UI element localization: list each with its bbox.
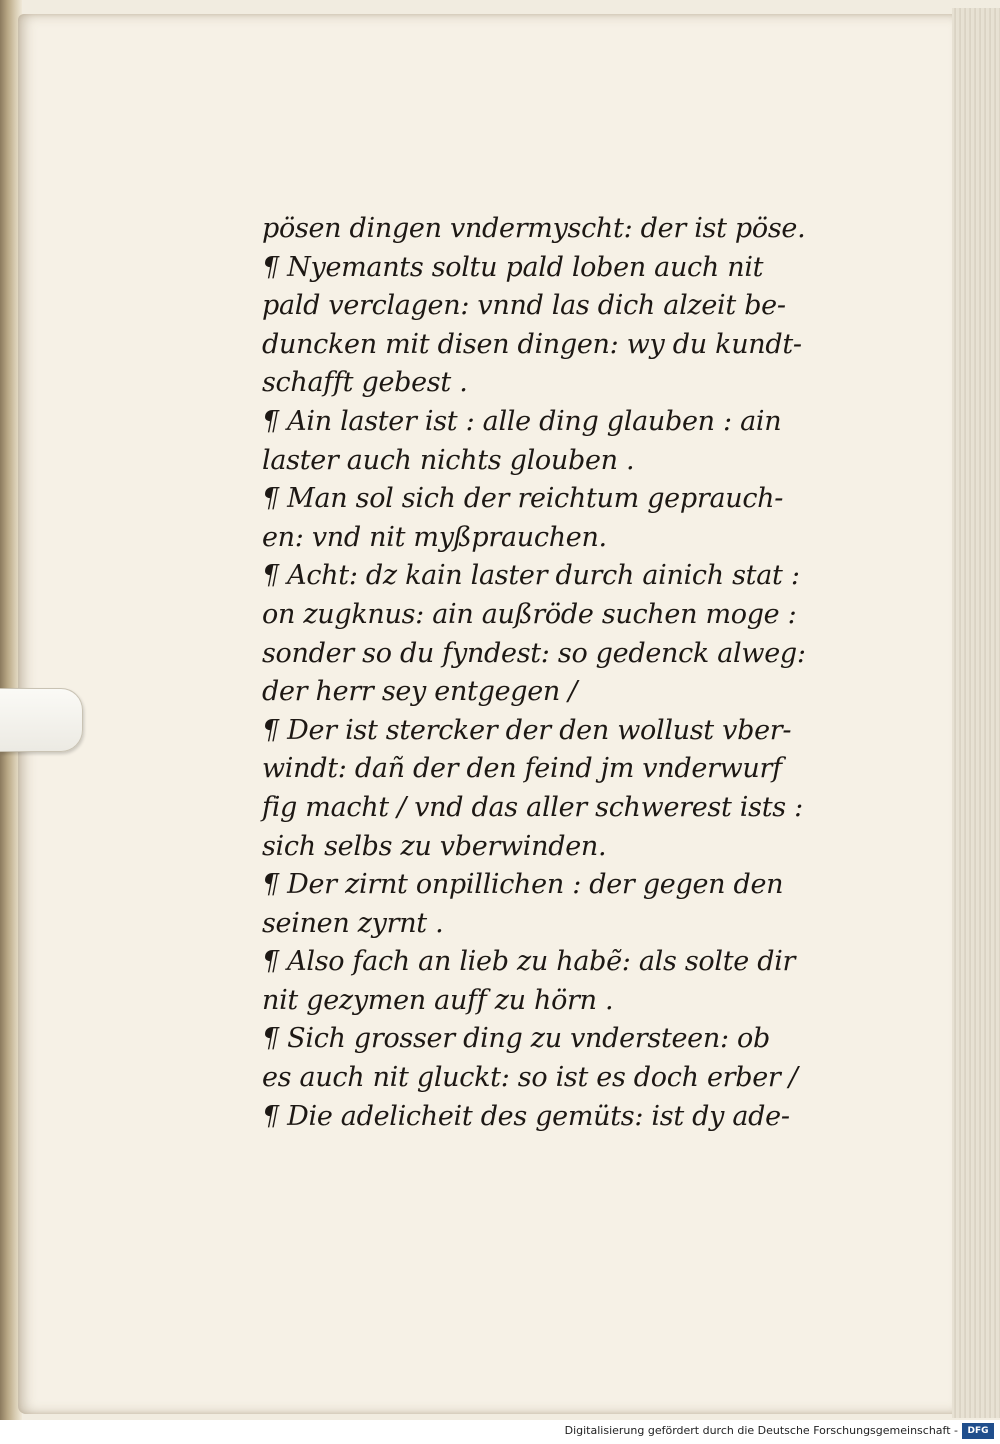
text-line: ¶ Acht: dz kain laster durch ainich stat : — [262, 560, 800, 592]
text-line: ¶ Sich grosser ding zu vndersteen: ob — [262, 1023, 770, 1055]
footer-bar — [0, 1420, 1000, 1444]
text-line: pösen dingen vndermyscht: der ist pöse. — [262, 213, 806, 244]
text-line: ¶ Nyemants soltu pald loben auch nit — [262, 251, 764, 283]
text-line: en: vnd nit myßprauchen. — [262, 521, 607, 553]
text-line: pald verclagen: vnnd las dich alzeit be- — [262, 290, 786, 322]
funding-credit: Digitalisierung gefördert durch die Deutsche Forschungsgemeinschaft - — [564, 1424, 958, 1437]
text-line: ¶ Der ist stercker der den wollust vber- — [262, 714, 792, 746]
text-line: ¶ Der zirnt onpillichen : der gegen den — [262, 869, 784, 901]
text-line: ¶ Ain laster ist : alle ding glauben : ain — [262, 405, 782, 437]
text-line: duncken mit disen dingen: wy du kundt- — [262, 328, 802, 360]
text-line: on zugknus: ain außröde suchen moge : — [262, 598, 797, 630]
text-line: ¶ Die adelicheit des gemüts: ist dy ade- — [262, 1100, 790, 1132]
text-line: laster auch nichts glouben . — [262, 444, 635, 476]
text-line: nit gezymen auff zu hörn . — [262, 984, 614, 1016]
printed-text-block — [262, 210, 822, 1136]
text-line: der herr sey entgegen / — [262, 676, 578, 708]
text-line: sich selbs zu vberwinden. — [262, 830, 607, 862]
text-line: schafft gebest . — [262, 367, 468, 399]
text-line: windt: dañ der den feind jm vnderwurf — [262, 753, 782, 785]
text-line: fig macht / vnd das aller schwerest ists : — [262, 791, 803, 823]
page-stack-edges — [952, 8, 1000, 1418]
text-line: seinen zyrnt . — [262, 907, 444, 939]
text-line: ¶ Man sol sich der reichtum geprauch- — [262, 483, 784, 515]
dfg-logo: DFG — [962, 1423, 994, 1439]
text-line: ¶ Also fach an lieb zu habẽ: als solte dir — [262, 946, 796, 978]
page-clip — [0, 688, 83, 752]
text-line: sonder so du fyndest: so gedenck alweg: — [262, 637, 806, 669]
text-line: es auch nit gluckt: so ist es doch erber / — [262, 1062, 798, 1094]
